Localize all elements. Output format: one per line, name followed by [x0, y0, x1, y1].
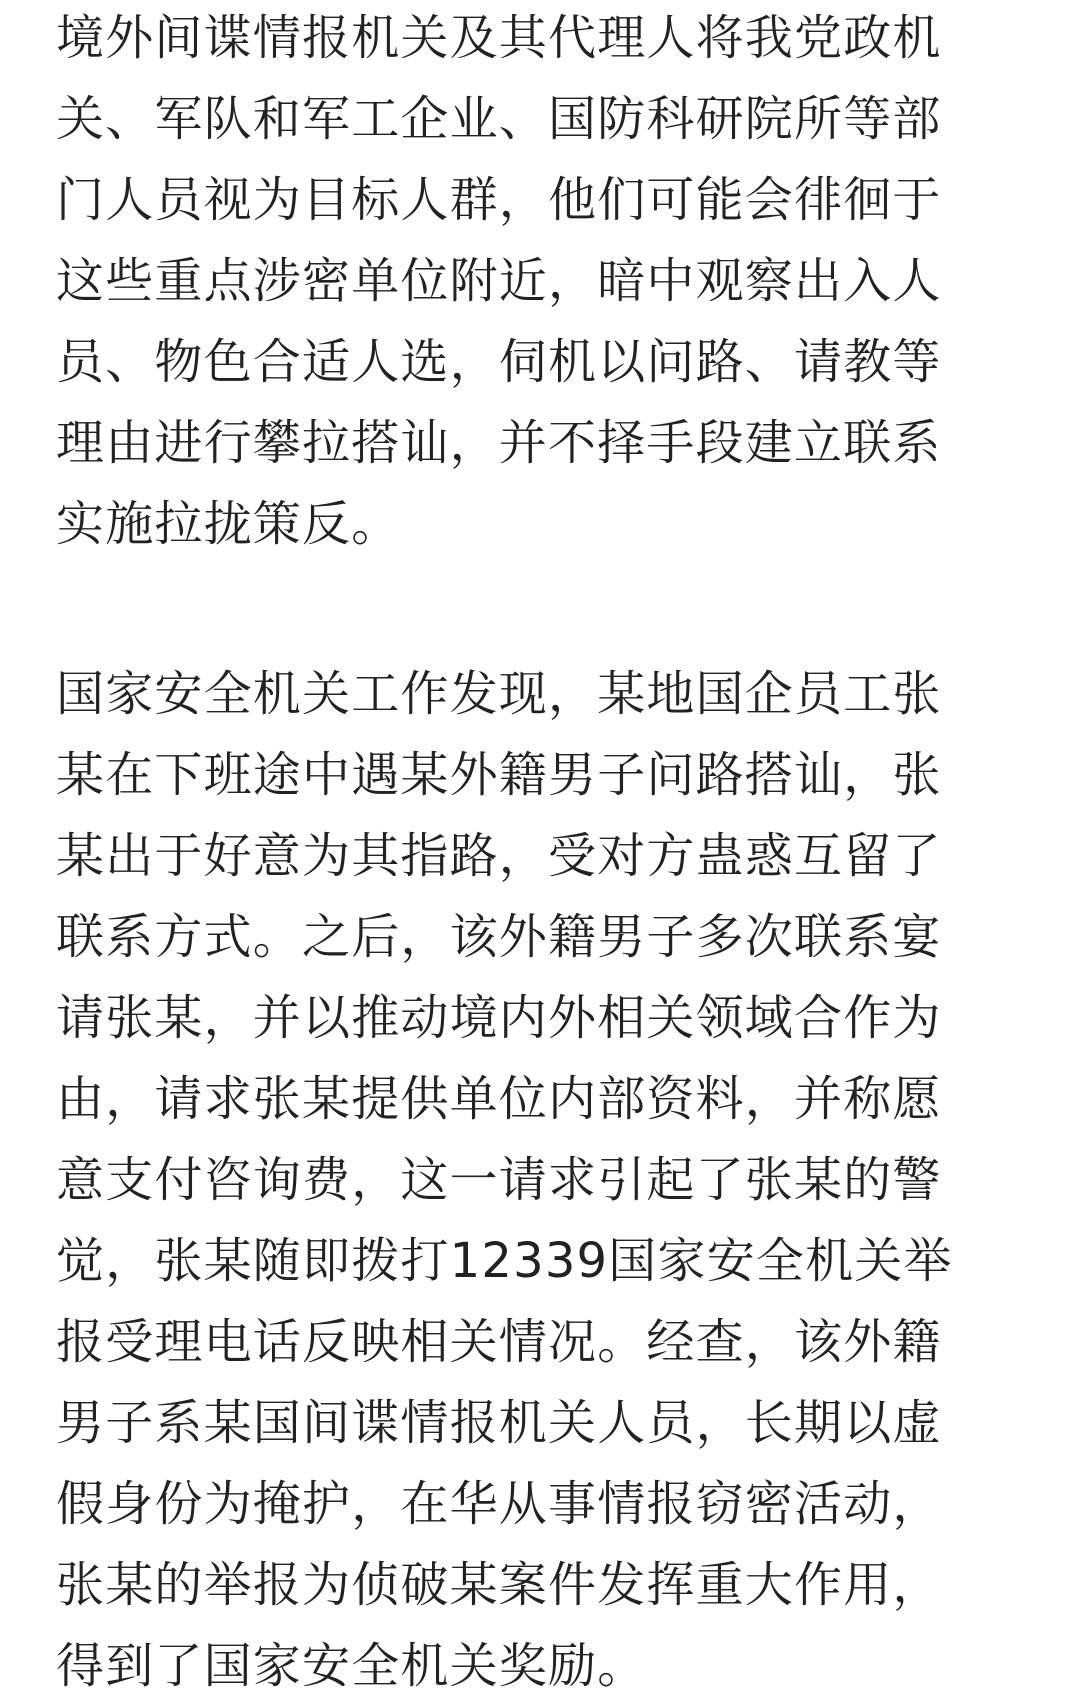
text-line: 联系方式。之后，该外籍男子多次联系宴 [56, 909, 942, 965]
text-line: 张某的举报为侦破某案件发挥重大作用， [56, 1557, 942, 1613]
text-line: 得到了国家安全机关奖励。 [56, 1638, 647, 1694]
text-line: 报受理电话反映相关情况。经查，该外籍 [56, 1314, 942, 1370]
text-line: 觉，张某随即拨打12339国家安全机关举 [56, 1233, 953, 1289]
text-line: 这些重点涉密单位附近，暗中观察出入人 [56, 253, 942, 309]
text-line: 由，请求张某提供单位内部资料，并称愿 [56, 1071, 942, 1127]
text-line: 关、军队和军工企业、国防科研院所等部 [56, 91, 942, 147]
text-line: 假身份为掩护，在华从事情报窃密活动， [56, 1476, 942, 1532]
text-line: 员、物色合适人选，伺机以问路、请教等 [56, 334, 942, 390]
text-line: 意支付咨询费，这一请求引起了张某的警 [56, 1152, 942, 1208]
text-line: 男子系某国间谍情报机关人员，长期以虚 [56, 1395, 942, 1451]
text-line: 国家安全机关工作发现，某地国企员工张 [56, 666, 942, 722]
text-line: 某出于好意为其指路，受对方蛊惑互留了 [56, 828, 942, 884]
text-line: 理由进行攀拉搭讪，并不择手段建立联系 [56, 415, 942, 471]
article-paragraph [56, 0, 1024, 565]
text-line: 实施拉拢策反。 [56, 496, 401, 552]
text-line: 境外间谍情报机关及其代理人将我党政机 [56, 10, 942, 66]
article-paragraph [56, 654, 1024, 1707]
text-line: 请张某，并以推动境内外相关领域合作为 [56, 990, 942, 1046]
text-line: 某在下班途中遇某外籍男子问路搭讪，张 [56, 747, 942, 803]
text-line: 门人员视为目标人群，他们可能会徘徊于 [56, 172, 942, 228]
